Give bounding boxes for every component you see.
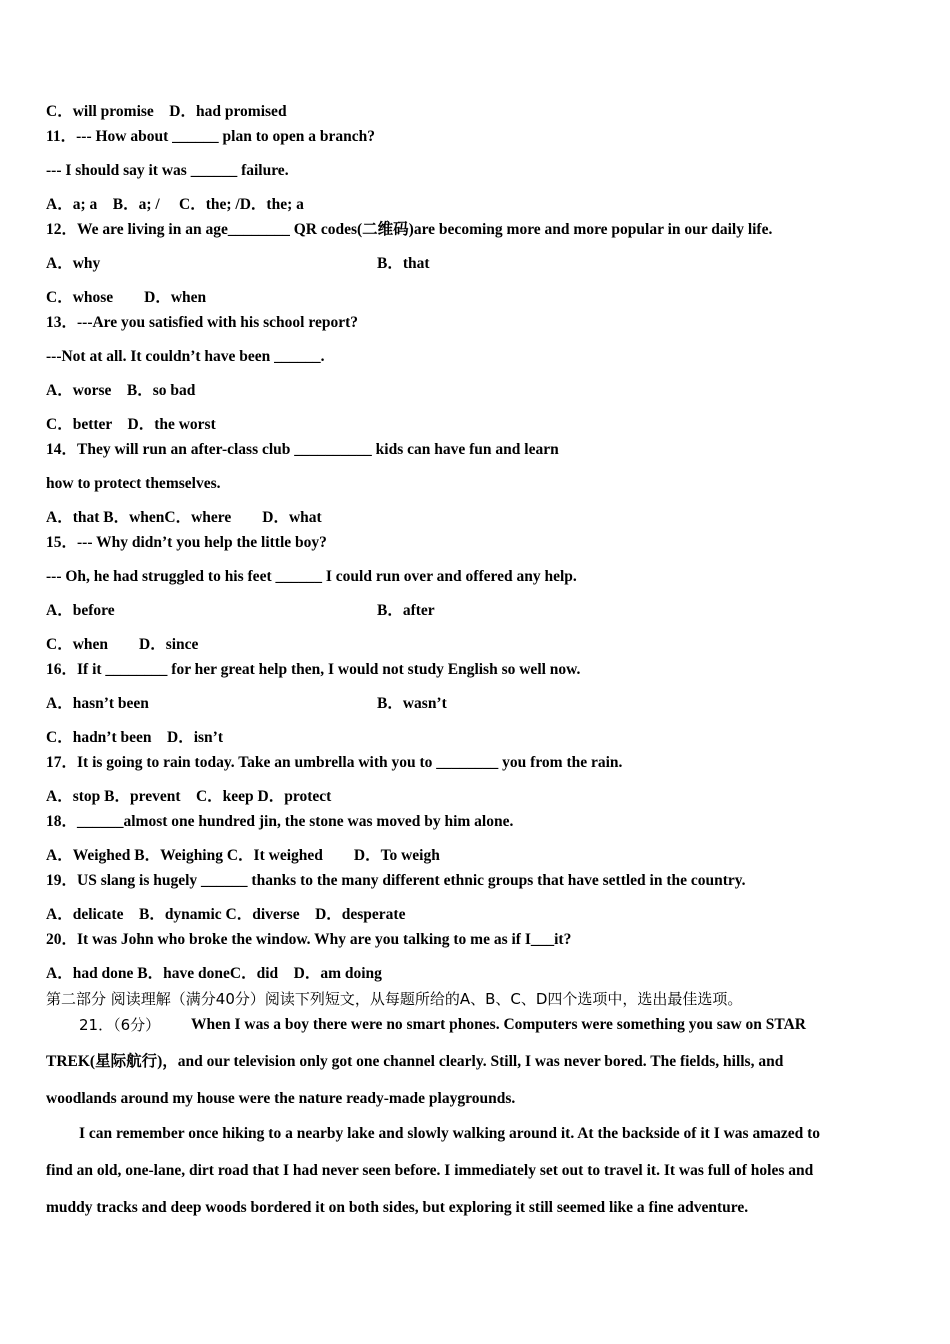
question-17: 17．It is going to rain today. Take an umbrella with you to ________ you from the rain. (46, 754, 623, 771)
question-14-line2: how to protect themselves. (46, 475, 221, 492)
passage-p1-line2: TREK(星际航行)，and our television only got one channel clearly. Still, I was never bored. The fields, hills, and (46, 1053, 784, 1070)
question-12-options-cd: C．whose D．when (46, 289, 207, 306)
question-16-option-b: B．wasn’t (377, 695, 447, 712)
question-19: 19．US slang is hugely ______ thanks to the many different ethnic groups that have settled in the country. (46, 872, 746, 889)
question-20-options: A．had done B．have doneC．did D．am doing (46, 965, 382, 982)
question-15: 15．--- Why didn’t you help the little boy? (46, 534, 327, 551)
question-15-options-cd: C．when D．since (46, 636, 199, 653)
question-13-options-cd: C．better D．the worst (46, 416, 216, 433)
question-20: 20．It was John who broke the window. Why are you talking to me as if I___it? (46, 931, 572, 948)
question-16-option-a: A．hasn’t been (46, 695, 149, 712)
question-13: 13．---Are you satisfied with his school report? (46, 314, 358, 331)
question-16-options-cd: C．hadn’t been D．isn’t (46, 729, 223, 746)
passage-p1-line1: When I was a boy there were no smart phones. Computers were something you saw on STAR (191, 1016, 806, 1033)
question-16: 16．If it ________ for her great help then, I would not study English so well now. (46, 661, 581, 678)
passage-p2-line3: muddy tracks and deep woods bordered it on both sides, but exploring it still seemed like a fine adventure. (46, 1199, 749, 1216)
passage-p1-line3: woodlands around my house were the nature ready-made playgrounds. (46, 1090, 516, 1107)
question-11-line2: --- I should say it was ______ failure. (46, 162, 289, 179)
question-13-line2: ---Not at all. It couldn’t have been ______. (46, 348, 325, 365)
question-12: 12．We are living in an age________ QR codes(二维码)are becoming more and more popular in our daily life. (46, 221, 773, 238)
question-15-option-b: B．after (377, 602, 435, 619)
question-14-options: A．that B．whenC．where D．what (46, 509, 322, 526)
question-19-options: A．delicate B．dynamic C．diverse D．desperate (46, 906, 406, 923)
passage-p2-line1: I can remember once hiking to a nearby lake and slowly walking around it. At the backside of it I was amazed to (79, 1125, 821, 1142)
q10-options-cd: C．will promise D．had promised (46, 103, 287, 120)
question-11-options: A．a; a B．a; / C．the; /D．the; a (46, 196, 304, 213)
question-21-number: 21．（6分） (79, 1016, 161, 1034)
passage-p2-line2: find an old, one-lane, dirt road that I had never seen before. I immediately set out to travel it. It was full of holes and (46, 1162, 814, 1179)
question-15-line2: --- Oh, he had struggled to his feet ______ I could run over and offered any help. (46, 568, 577, 585)
question-18: 18．______almost one hundred jin, the stone was moved by him alone. (46, 813, 514, 830)
question-17-options: A．stop B．prevent C．keep D．protect (46, 788, 332, 805)
question-12-option-b: B．that (377, 255, 430, 272)
part-two-heading: 第二部分 阅读理解（满分40分）阅读下列短文，从每题所给的A、B、C、D四个选项中，选出最佳选项。 (46, 990, 743, 1008)
question-14: 14．They will run an after-class club __________ kids can have fun and learn (46, 441, 559, 458)
question-11: 11．--- How about ______ plan to open a branch? (46, 128, 375, 145)
question-18-options: A．Weighed B．Weighing C．It weighed D．To weigh (46, 847, 440, 864)
question-15-option-a: A．before (46, 602, 115, 619)
question-13-options-ab: A．worse B．so bad (46, 382, 196, 399)
question-12-option-a: A．why (46, 255, 101, 272)
